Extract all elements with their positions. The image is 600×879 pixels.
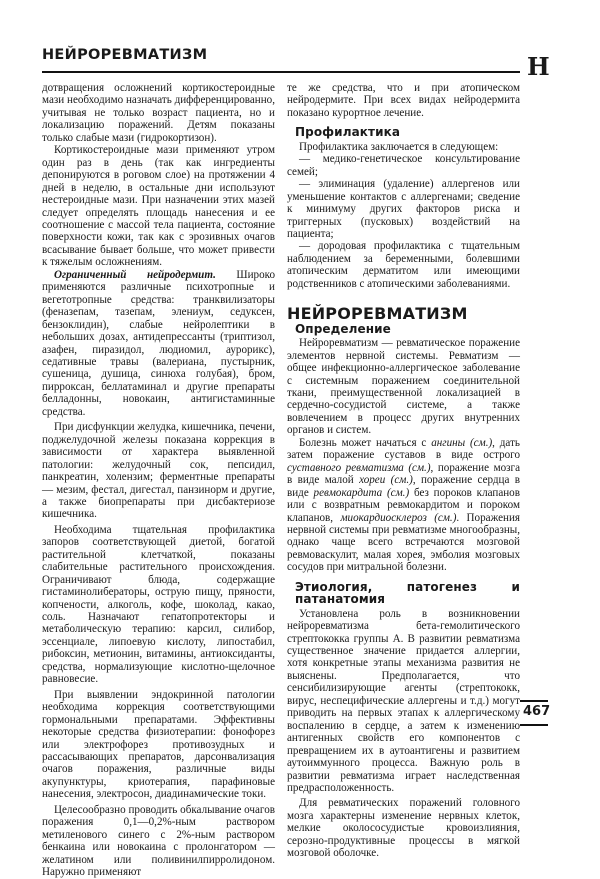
paragraph-text: Широко применяются различные психотропные и вегетотропные средства: транквилизаторы (феназепам, тазепам, элениум, седуксен, бензоклидин), слабые нейролептики в небольших дозах, антидепрессанты (триптизол, азафен, пиразидол, людиомил, аурорикс), седативные травы (валериана, пустырник, сушеница, душица, синюха голубая), бром, пирроксан, беллатаминал и другие препараты белладонны, новокаин, антигистаминные средства. (42, 268, 276, 418)
paragraph: Нейроревматизм — ревматическое поражение элементов нервной системы. Ревматизм — общее инфекционно-аллергическое заболевание с системным поражением соединительной ткани, преимущественной локализацией в сердечно-сосудистой системе, а также вовлечением в процесс других внутренних органов и систем. (287, 337, 520, 437)
text-segment: , дать затем поражение суставов в виде острого (287, 436, 520, 462)
paragraph: Установлена роль в возникновении нейроревматизма бета-гемолитического стрептококка группы А. В развитии ревматизма существенное значение придается аллергии, хотя конкретные этапы механизма развития не выяснены. Предполагается, что сенсибилизирующие агенты (стрептококк, вирус, неспецифические аллергены и т.д.) могут приводить на первых этапах к аллергическому воспалению в сердце, а затем к изменению антигенных свойств его компонентов с превращением их в аутоантигены и развитием аутоиммунного процесса. Важную роль в развитии ревматизма играет наследственная предрасположенность. (287, 607, 520, 795)
cross-reference: суставного ревматизма (см.) (287, 461, 431, 474)
cross-reference: ангины (см.) (431, 436, 493, 449)
section-heading-etiology: Этиология, патогенез и патанатомия (295, 579, 520, 607)
page-number-rule-bottom (520, 724, 548, 726)
article-title: НЕЙРОРЕВМАТИЗМ (287, 304, 468, 324)
right-column (287, 82, 520, 860)
list-item: — медико-генетическое консультирование семей; (287, 153, 520, 178)
paragraph: Целесообразно проводить обкалывание очагов поражения 0,1—0,2%-ным раствором метиленового синего с 2%-ным раствором бенкаина или новокаина с пролонгатором — желатином или поливинилпирролидоном. Наружно применяют (42, 803, 275, 879)
paragraph: Кортикостероидные мази применяют утром один раз в день (так как ингредиенты депонируются в роговом слое) на протяжении 4 дней в неделю, в остальные дни используют нестероидные мази. При назначении этих мазей следует определять площадь нанесения и ее соотношение с массой тела пациента, состояние поверхности кожи, так как с эрозивных очагов всасывание бывает больше, что может привести к тяжелым осложнениям. (42, 144, 275, 269)
text-segment: , поражение сердца в виде (287, 474, 520, 499)
header-rule (42, 71, 520, 73)
paragraph-lead: Ограниченный нейродермит. (54, 268, 216, 281)
text-segment: . Поражения нервной системы при ревматизме многообразны, однако чаще всего встречаются мозговой ревмоваскулит, малая хорея, эмболия мозговых сосудов при митральной болезни. (287, 511, 520, 574)
cross-reference: ревмокардита (см.) (313, 486, 410, 499)
section-letter: Н (527, 52, 550, 81)
text-segment: без пороков клапанов или с возвратным ревмокардитом и пороком клапанов, (287, 486, 520, 524)
list-item: — элиминация (удаление) аллергенов или уменьшение контактов с аллергенами; сведение к минимуму других факторов риска и триггерных (пусковых) воздействий на пациента; (287, 178, 520, 240)
paragraph: Профилактика заключается в следующем: (299, 140, 499, 153)
text-segment: Болезнь может начаться с (299, 436, 432, 449)
list-item: — дородовая профилактика с тщательным наблюдением за беременными, болевшими атопическим дерматитом или имеющими родственников с атопическими заболеваниями. (287, 240, 520, 290)
page-number-rule-top (520, 700, 548, 702)
page-number: 467 (523, 704, 551, 719)
running-title: НЕЙРОРЕВМАТИЗМ (42, 47, 208, 63)
paragraph (42, 269, 275, 418)
section-heading-prevention: Профилактика (295, 125, 401, 140)
paragraph: При выявлении эндокринной патологии необходима коррекция соответствующими гормональными препаратами. Эффективны некоторые средства физиотерапии: фонофорез или электрофорез противозудных и рассасывающих препаратов, дарсонвализация очагов поражения, различные виды акупунктуры, криотерапия, парафиновые нанесения, электросон, диадинамические токи. (42, 688, 275, 801)
paragraph (287, 437, 520, 574)
paragraph: Необходима тщательная профилактика запоров соответствующей диетой, богатой растительной клетчаткой, показаны слабительные растительного происхождения. Ограничивают блюда, содержащие гистаминолибераторы, острую пищу, пряности, копчености, алкоголь, кофе, шоколад, какао, соль. Назначают гепатопротекторы и метаболическую терапию: карсил, силибор, эссенциале, липоевую кислоту, липостабил, рибоксин, метионин, витамины, антиоксиданты, средства, нормализующие кислотно-щелочное равновесие. (42, 523, 275, 686)
text-segment: , поражение мозга в виде малой (287, 461, 520, 487)
section-heading-definition: Определение (295, 321, 391, 336)
paragraph: При дисфункции желудка, кишечника, печени, поджелудочной железы показана коррекция в зависимости от характера выявленной патологии: желудочный сок, пепсидил, панкреатин, холензим; ферментные препараты — мезим, фестал, дигестал, панзинорм и другие, а также биопрепараты при дисбактериозе кишечника. (42, 421, 275, 521)
cross-reference: миокардиосклероз (см.) (340, 511, 457, 524)
paragraph: те же средства, что и при атопическом нейродермите. При всех видах нейродермита показано курортное лечение. (287, 82, 520, 119)
paragraph: Для ревматических поражений головного мозга характерны изменение нервных клеток, мелкие околососудистые кровоизлияния, серозно-продуктивные процессы в мягкой мозговой оболочке. (287, 797, 520, 860)
left-column (42, 82, 275, 879)
cross-reference: хореи (см.) (359, 474, 413, 487)
paragraph: дотвращения осложнений кортикостероидные мази необходимо назначать дифференцированно, учитывая не только возраст пациента, но и локализацию поражений. Детям показаны только слабые мази (гидрокортизон). (42, 82, 275, 144)
